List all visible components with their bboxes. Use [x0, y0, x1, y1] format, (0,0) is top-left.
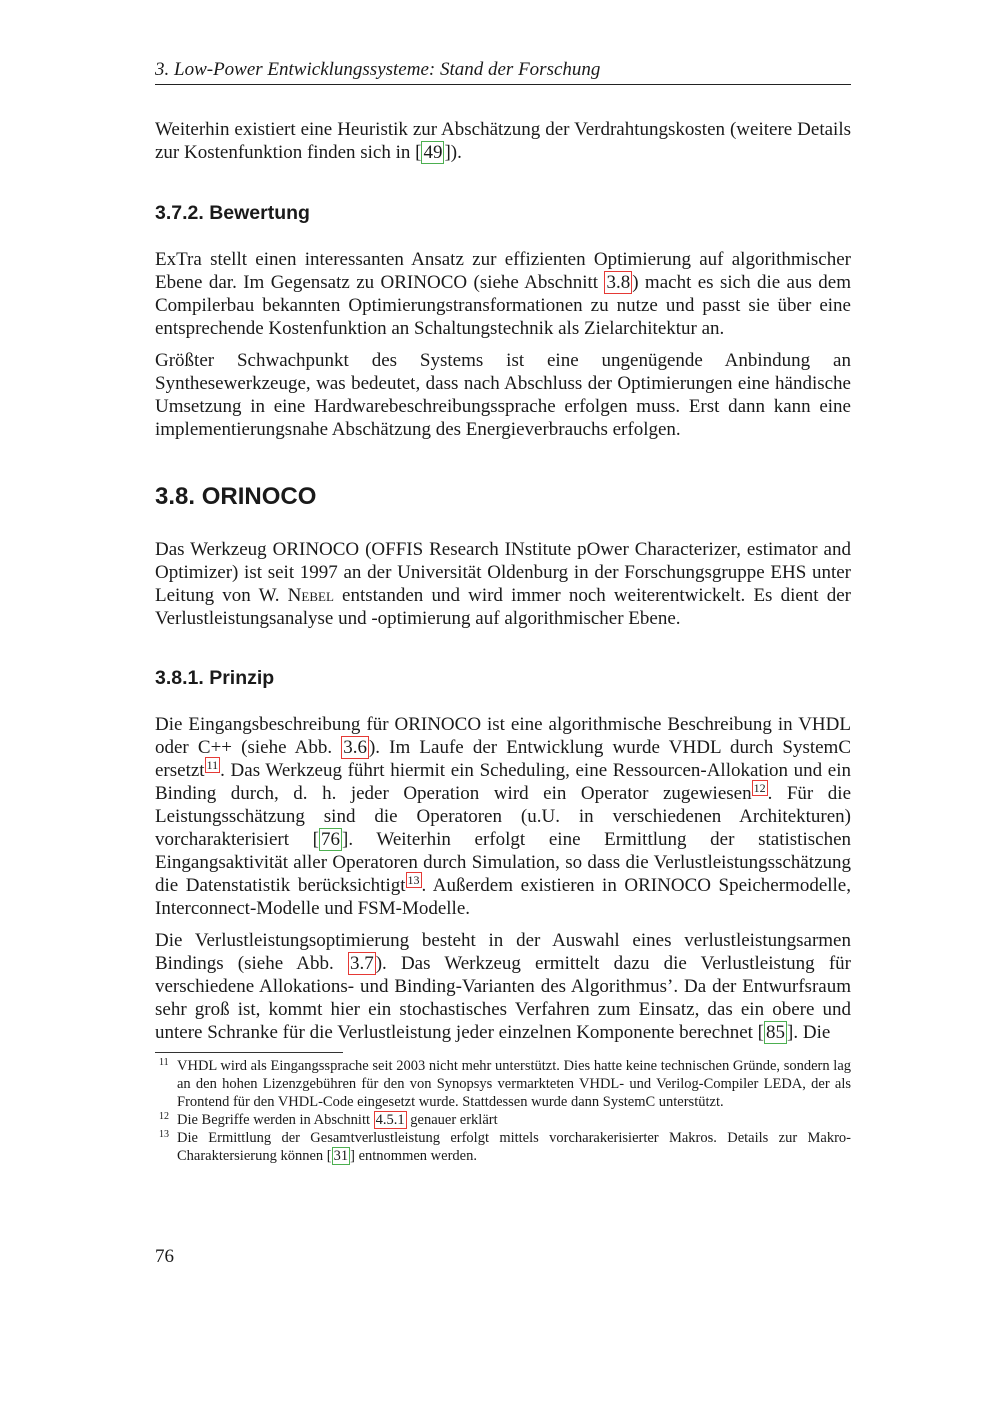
- paragraph: ExTra stellt einen interessanten Ansatz zur effizienten Optimierung auf algorithmischer Ebene dar. Im Gegensatz zu ORINOCO (siehe Abschnitt 3.8 ) macht es sich die aus dem Compilerbau bekannten Optimierungstransformationen zu nutze und passt sie über eine entsprechende Kostenfunktion an Schaltungstechnik als Zielarchitektur an.: [155, 249, 851, 339]
- section-link[interactable]: 4.5.1: [375, 1112, 405, 1128]
- footnote: [155, 1057, 851, 1111]
- citation-link[interactable]: 31: [333, 1148, 349, 1164]
- footnote: 12 Die Begriffe werden in Abschnitt 4.5.1 genauer erklärt: [155, 1111, 851, 1129]
- citation-link[interactable]: 49: [423, 142, 443, 163]
- footnote-mark: 11: [159, 1057, 169, 1068]
- footnote-mark: 12: [159, 1111, 169, 1122]
- page-number: 76: [155, 1246, 174, 1267]
- intro-text: Weiterhin existiert eine Heuristik zur Abschätzung der Verdrahtungskosten (weitere Details zur Kostenfunktion finden sich in [: [155, 119, 851, 163]
- footnote-text: VHDL wird als Eingangssprache seit 2003 nicht mehr unterstützt. Dies hatte keine technischen Gründe, sondern lag an den hohen Lizenzgebühren für den von Synopsys vermarkteten VHDL- und Verilog-Compiler LEDA, der als Frontend für den VHDL-Code eingesetzt wurde. Stattdessen wurde dann SystemC unterstützt.: [177, 1058, 851, 1110]
- section-3-8: [155, 483, 851, 511]
- section-3-8-body: [155, 538, 851, 630]
- paragraph: Das Werkzeug ORINOCO (OFFIS Research INstitute pOwer Characterizer, estimator and Optimizer) ist seit 1997 an der Universität Oldenburg in der Forschungsgruppe EHS unter Leitung von W. Nebel entstanden und wird immer noch weiterentwickelt. Es dient der Verlustleistungsanalyse und -optimierung auf algorithmischer Ebene.: [155, 539, 852, 629]
- footnote-link[interactable]: 12: [753, 781, 766, 795]
- citation-link[interactable]: 85: [766, 1022, 786, 1043]
- section-heading: 3.8. ORINOCO: [155, 483, 317, 510]
- footnote: 13 Die Ermittlung der Gesamtverlustleistung erfolgt mittels vorcharakerisierter Makros. Details zur Makro-Charaktersierung können [ 31 ] entnommen werden.: [155, 1129, 851, 1165]
- intro-text-end: ]).: [444, 142, 462, 163]
- figure-link[interactable]: 3.7: [349, 953, 374, 974]
- section-3-7-2: [155, 202, 851, 225]
- paragraph: Größter Schwachpunkt des Systems ist eine ungenügende Anbindung an Synthesewerkzeuge, was bedeutet, dass nach Abschluss der Optimierungen eine händische Umsetzung in eine Hardwarebeschreibungssprache erfolgen muss. Erst dann kann eine implementierungsnahe Abschätzung des Energieverbrauchs erfolgen.: [155, 350, 851, 440]
- section-link[interactable]: 3.8: [606, 272, 631, 293]
- footnotes: [155, 1057, 851, 1165]
- paragraph: Die Verlustleistungsoptimierung besteht in der Auswahl eines verlustleistungsarmen Bindings (siehe Abb. 3.7 ). Das Werkzeug ermittelt dazu die Verlustleistung für verschiedene Allokations- und Binding-Varianten des Algorithmus’. Da der Entwurfsraum sehr groß ist, kommt hier ein stochastisches Verfahren zum Einsatz, das ein obere und untere Schranke für die Verlustleistung jeder einzelnen Komponente berechnet [ 85 ]. Die: [155, 930, 851, 1043]
- section-heading: 3.7.2. Bewertung: [155, 202, 310, 224]
- footnote-link[interactable]: 11: [206, 758, 219, 772]
- figure-link[interactable]: 3.6: [343, 737, 367, 758]
- footnote-mark: 13: [159, 1129, 169, 1140]
- section-3-8-1-body: [155, 713, 851, 1044]
- footnote-link[interactable]: 13: [407, 873, 420, 887]
- section-heading: 3.8.1. Prinzip: [155, 667, 275, 689]
- citation-link[interactable]: 76: [321, 829, 340, 850]
- intro-paragraph: [155, 118, 851, 164]
- section-3-8-1: [155, 667, 851, 690]
- author-name: Nebel: [287, 585, 334, 606]
- running-head: 3. Low-Power Entwicklungssysteme: Stand der Forschung: [155, 58, 851, 85]
- section-3-7-2-body: [155, 248, 851, 441]
- paragraph: Die Eingangsbeschreibung für ORINOCO ist eine algorithmische Beschreibung in VHDL oder C++ (siehe Abb. 3.6 ). Im Laufe der Entwicklung wurde VHDL durch SystemC ersetzt $^{11}$ . Das Werkzeug führt hiermit ein Scheduling, eine Ressourcen-Allokation und ein Binding durch, d. h. jeder Operation wird ein Operator zugewiesen $^{12}$ . Für die Leistungsschätzung sind die Operatoren (u.U. in verschiedenen Architekturen) vorcharakterisiert [ 76 ]. Weiterhin erfolgt eine Ermittlung der statistischen Eingangsaktivität aller Operatoren durch Simulation, so dass die Verlustleistungsschätzung die Datenstatistik berücksichtigt $^{13}$ . Außerdem existieren in ORINOCO Speichermodelle, Interconnect-Modelle und FSM-Modelle.: [155, 714, 851, 919]
- footnote-divider: [155, 1052, 343, 1053]
